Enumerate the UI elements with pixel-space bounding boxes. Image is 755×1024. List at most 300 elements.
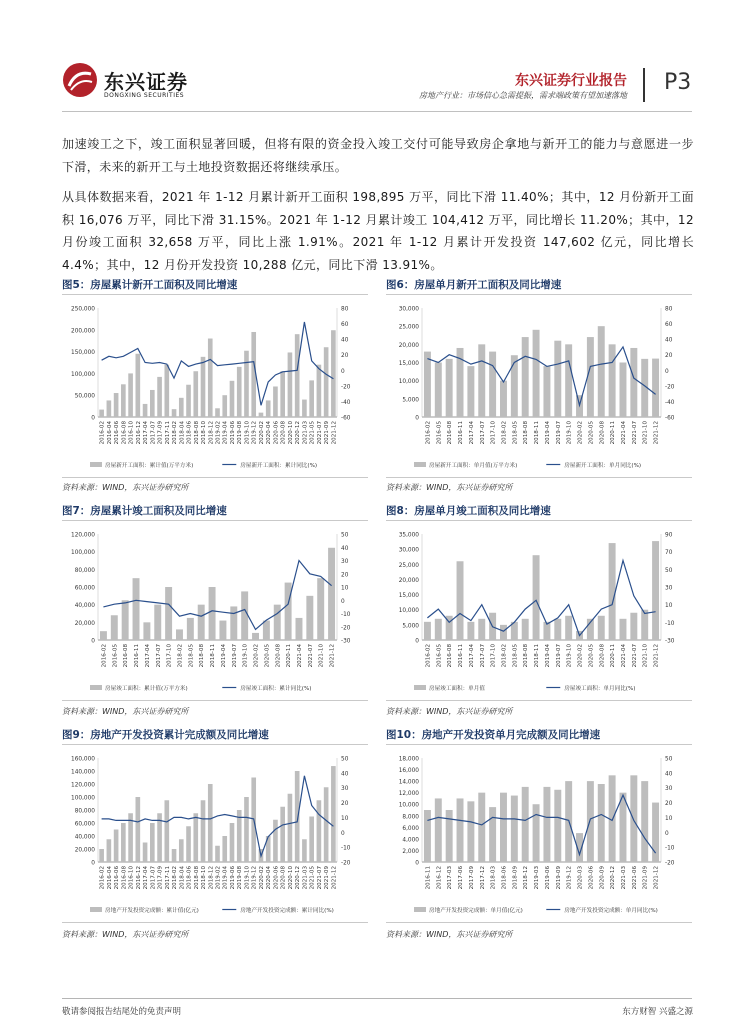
x-tick-label: 2019-08 xyxy=(237,421,244,445)
figure-8-title: 图8：房屋单月竣工面积及同比增速 xyxy=(386,505,551,517)
y-tick-label-left: 25,000 xyxy=(398,562,419,569)
bar xyxy=(201,357,206,417)
bar xyxy=(598,326,605,417)
logo-text-cn: 东兴证券 xyxy=(104,70,188,94)
x-tick-label: 2021-03 xyxy=(621,866,627,890)
bar xyxy=(288,794,293,862)
y-tick-label-right: 20 xyxy=(665,801,673,808)
x-tick-label: 2016-12 xyxy=(436,866,443,890)
x-tick-label: 2018-08 xyxy=(523,644,530,668)
legend-label-bar: 房屋新开工面积：累计值(万平方米) xyxy=(105,463,194,469)
bar xyxy=(630,348,637,417)
y-tick-label-left: 120,000 xyxy=(71,782,95,789)
x-tick-label: 2020-09 xyxy=(599,866,606,890)
x-tick-label: 2017-07 xyxy=(479,644,486,668)
y-tick-label-right: 20 xyxy=(665,353,673,360)
bar xyxy=(222,836,227,862)
bar xyxy=(172,409,177,417)
x-tick-label: 2018-11 xyxy=(210,644,217,668)
y-tick-label-right: 50 xyxy=(665,756,673,763)
y-tick-label-left: 60,000 xyxy=(74,585,95,592)
x-tick-label: 2016-02 xyxy=(99,866,106,890)
bar xyxy=(309,817,314,863)
bar xyxy=(121,823,126,862)
bar xyxy=(652,359,659,417)
bar xyxy=(554,341,561,417)
x-tick-label: 2019-07 xyxy=(231,644,238,668)
bar xyxy=(100,631,107,640)
bar xyxy=(172,849,177,862)
x-tick-label: 2019-12 xyxy=(251,866,258,890)
bar xyxy=(302,839,307,862)
x-tick-label: 2016-10 xyxy=(128,421,135,445)
y-tick-label-left: 0 xyxy=(415,415,419,422)
x-tick-label: 2018-12 xyxy=(208,421,215,445)
legend-swatch-bar xyxy=(90,907,102,912)
figure-rule xyxy=(62,700,368,701)
x-tick-label: 2019-10 xyxy=(242,644,249,668)
bar xyxy=(565,344,572,417)
x-tick-label: 2019-04 xyxy=(222,421,229,445)
figure-9-title: 图9：房地产开发投资累计完成额及同比增速 xyxy=(62,729,269,741)
y-tick-label-right: 10 xyxy=(665,815,673,822)
x-tick-label: 2018-12 xyxy=(523,866,530,890)
bar xyxy=(143,404,148,417)
x-tick-label: 2016-02 xyxy=(99,421,106,445)
x-tick-label: 2019-12 xyxy=(251,421,258,445)
y-tick-label-right: 40 xyxy=(341,337,349,344)
x-tick-label: 2021-10 xyxy=(318,644,325,668)
bar xyxy=(193,813,198,862)
y-tick-label-right: 80 xyxy=(341,306,349,313)
bar xyxy=(331,330,336,417)
figure-5-title: 图5：房屋累计新开工面积及同比增速 xyxy=(62,279,238,291)
x-tick-label: 2018-06 xyxy=(501,866,508,890)
header-divider xyxy=(643,68,645,102)
x-tick-label: 2020-06 xyxy=(273,421,280,445)
bar xyxy=(288,352,293,417)
y-tick-label-left: 100,000 xyxy=(71,371,95,378)
y-tick-label-right: 20 xyxy=(341,572,349,579)
figure-7-source: 资料来源：WIND，东兴证券研究所 xyxy=(62,707,189,716)
x-tick-label: 2017-04 xyxy=(143,421,150,445)
y-tick-label-left: 80,000 xyxy=(74,567,95,574)
bar xyxy=(215,408,220,417)
y-tick-label-left: 10,000 xyxy=(398,379,419,386)
x-tick-label: 2018-08 xyxy=(193,421,200,445)
x-tick-label: 2019-10 xyxy=(244,866,251,890)
x-tick-label: 2019-10 xyxy=(566,421,573,445)
x-tick-label: 2017-07 xyxy=(150,421,157,445)
bar xyxy=(309,380,314,417)
figure-9-chart xyxy=(62,750,367,920)
bar xyxy=(230,381,235,417)
x-tick-label: 2018-10 xyxy=(201,866,207,890)
x-tick-label: 2018-02 xyxy=(501,644,508,668)
bar xyxy=(295,771,300,862)
x-tick-label: 2016-06 xyxy=(114,421,121,445)
y-tick-label-left: 35,000 xyxy=(398,532,419,539)
figure-rule xyxy=(62,520,368,521)
x-tick-label: 2019-07 xyxy=(555,421,562,445)
figure-5-chart xyxy=(62,300,367,475)
x-tick-label: 2018-06 xyxy=(186,421,193,445)
legend-swatch-bar xyxy=(90,462,102,467)
x-tick-label: 2017-07 xyxy=(150,866,157,890)
x-tick-label: 2019-07 xyxy=(555,644,562,668)
bar xyxy=(230,823,235,862)
y-tick-label-right: 20 xyxy=(341,353,349,360)
x-tick-label: 2020-02 xyxy=(577,644,584,668)
y-tick-label-left: 0 xyxy=(415,638,419,645)
legend-label-line: 房屋新开工面积：单月同比(%) xyxy=(564,463,642,469)
bar xyxy=(641,781,648,862)
y-tick-label-right: -60 xyxy=(341,415,351,422)
legend-label-line: 房屋竣工面积：累计同比(%) xyxy=(240,686,312,692)
bar xyxy=(128,373,133,417)
x-tick-label: 2018-02 xyxy=(501,421,508,445)
x-tick-label: 2019-10 xyxy=(566,644,573,668)
bar xyxy=(150,823,155,862)
y-tick-label-right: -20 xyxy=(665,860,675,867)
figure-6-chart xyxy=(386,300,691,475)
company-logo xyxy=(62,62,98,98)
bar xyxy=(533,330,540,417)
bar xyxy=(295,334,300,417)
y-tick-label-left: 140,000 xyxy=(71,769,95,776)
y-tick-label-left: 200,000 xyxy=(71,328,95,335)
y-tick-label-left: 20,000 xyxy=(74,847,95,854)
y-tick-label-left: 60,000 xyxy=(74,821,95,828)
x-tick-label: 2021-09 xyxy=(642,866,649,890)
y-tick-label-right: -10 xyxy=(665,845,675,852)
y-tick-label-left: 0 xyxy=(415,860,419,867)
x-tick-label: 2021-12 xyxy=(331,421,338,445)
x-tick-label: 2021-10 xyxy=(642,421,649,445)
bar xyxy=(266,400,271,417)
x-tick-label: 2020-02 xyxy=(577,421,584,445)
bar xyxy=(186,826,191,862)
y-tick-label-right: 50 xyxy=(665,567,673,574)
x-tick-label: 2016-08 xyxy=(121,421,128,445)
x-tick-label: 2020-02 xyxy=(253,644,260,668)
x-tick-label: 2018-06 xyxy=(186,866,193,890)
x-tick-label: 2017-07 xyxy=(155,644,162,668)
legend-label-line: 房地产开发投资完成额：累计同比(%) xyxy=(240,908,334,914)
x-tick-label: 2018-04 xyxy=(179,866,186,890)
y-tick-label-left: 0 xyxy=(91,860,95,867)
y-tick-label-right: 20 xyxy=(341,801,349,808)
x-tick-label: 2016-12 xyxy=(135,866,142,890)
bar xyxy=(259,413,264,417)
y-tick-label-left: 120,000 xyxy=(71,532,95,539)
y-tick-label-left: 14,000 xyxy=(398,779,419,786)
x-tick-label: 2021-07 xyxy=(316,866,323,890)
x-tick-label: 2016-05 xyxy=(436,421,443,445)
x-tick-label: 2020-02 xyxy=(259,866,265,890)
figure-rule xyxy=(62,477,368,478)
x-tick-label: 2020-06 xyxy=(588,866,595,890)
y-tick-label-left: 2,000 xyxy=(402,848,419,855)
y-tick-label-left: 16,000 xyxy=(398,768,419,775)
y-tick-label-right: 10 xyxy=(341,815,349,822)
y-tick-label-left: 18,000 xyxy=(398,756,419,763)
x-tick-label: 2020-05 xyxy=(588,421,595,445)
bar xyxy=(193,371,198,417)
x-tick-label: 2020-02 xyxy=(259,421,265,445)
y-tick-label-left: 4,000 xyxy=(402,837,419,844)
bar xyxy=(478,793,485,862)
bar xyxy=(230,606,237,640)
bar xyxy=(111,615,118,640)
bar xyxy=(133,578,140,640)
legend-swatch-bar xyxy=(414,462,426,467)
y-tick-label-right: 40 xyxy=(341,545,349,552)
figure-7-title: 图7：房屋累计竣工面积及同比增速 xyxy=(62,505,227,517)
bar xyxy=(446,359,453,417)
y-tick-label-left: 15,000 xyxy=(398,593,419,600)
bar xyxy=(435,619,442,640)
x-tick-label: 2017-10 xyxy=(490,421,497,445)
bar xyxy=(500,625,507,640)
x-tick-label: 2019-04 xyxy=(222,866,229,890)
x-tick-label: 2018-09 xyxy=(512,866,519,890)
x-tick-label: 2018-02 xyxy=(172,421,178,445)
y-tick-label-right: 50 xyxy=(341,532,349,539)
bar xyxy=(598,784,605,862)
x-tick-label: 2017-07 xyxy=(479,421,486,445)
x-tick-label: 2017-12 xyxy=(479,866,486,890)
bar xyxy=(424,622,431,640)
bar xyxy=(107,839,112,862)
x-tick-label: 2018-03 xyxy=(490,866,497,890)
legend-label-bar: 房屋新开工面积：单月值(万平方米) xyxy=(429,463,518,469)
x-tick-label: 2018-12 xyxy=(208,866,215,890)
bar xyxy=(641,610,648,640)
figure-rule xyxy=(62,744,368,745)
y-tick-label-right: -60 xyxy=(665,415,675,422)
y-tick-label-right: -10 xyxy=(341,845,351,852)
legend-label-line: 房屋新开工面积：累计同比(%) xyxy=(240,463,318,469)
bar xyxy=(533,804,540,862)
x-tick-label: 2020-08 xyxy=(599,644,606,668)
bar xyxy=(157,377,162,417)
x-tick-label: 2016-08 xyxy=(447,644,454,668)
bar xyxy=(99,849,104,862)
x-tick-label: 2020-12 xyxy=(295,421,302,445)
bar xyxy=(165,587,172,640)
legend-swatch-bar xyxy=(414,907,426,912)
bar xyxy=(331,766,336,862)
x-tick-label: 2021-07 xyxy=(631,644,638,668)
x-tick-label: 2016-05 xyxy=(112,644,119,668)
bar xyxy=(554,790,561,862)
x-tick-label: 2018-08 xyxy=(523,421,530,445)
bar xyxy=(274,605,281,640)
x-tick-label: 2020-08 xyxy=(599,421,606,445)
x-tick-label: 2021-12 xyxy=(331,866,338,890)
bar xyxy=(328,548,335,640)
x-tick-label: 2018-04 xyxy=(179,421,186,445)
x-tick-label: 2018-05 xyxy=(188,644,195,668)
y-tick-label-left: 100,000 xyxy=(71,550,95,557)
bar xyxy=(620,793,627,862)
y-tick-label-left: 40,000 xyxy=(74,603,95,610)
bar xyxy=(609,344,616,417)
x-tick-label: 2020-04 xyxy=(266,421,273,445)
report-subtitle: 房地产行业：市场信心急需提振，需求端政策有望加速落地 xyxy=(419,91,627,100)
x-tick-label: 2016-12 xyxy=(135,421,142,445)
y-tick-label-left: 5,000 xyxy=(402,623,419,630)
report-title: 东兴证券行业报告 xyxy=(515,73,627,89)
bar xyxy=(273,820,278,862)
bar xyxy=(201,800,206,862)
bar xyxy=(215,846,220,862)
paragraph-1: 加速竣工之下，竣工面积显著回暖，但将有限的资金投入竣工交付可能导致房企拿地与新开工的能力与意愿进一步下滑，未来的新开工与土地投资数据还将继续承压。 xyxy=(62,137,694,174)
x-tick-label: 2021-10 xyxy=(642,644,649,668)
x-tick-label: 2020-06 xyxy=(273,866,280,890)
y-tick-label-left: 6,000 xyxy=(402,825,419,832)
x-tick-label: 2018-05 xyxy=(512,644,519,668)
header-rule xyxy=(62,111,692,112)
x-tick-label: 2021-07 xyxy=(631,421,638,445)
legend-label-bar: 房屋竣工面积：累计值(万平方米) xyxy=(105,686,188,692)
x-tick-label: 2018-02 xyxy=(177,644,184,668)
figure-rule xyxy=(386,294,692,295)
bar xyxy=(317,800,322,862)
x-tick-label: 2017-11 xyxy=(164,421,171,445)
footer-rule xyxy=(62,998,692,999)
x-tick-label: 2021-06 xyxy=(631,866,638,890)
x-tick-label: 2021-07 xyxy=(307,644,314,668)
x-tick-label: 2021-12 xyxy=(329,644,336,668)
y-tick-label-left: 160,000 xyxy=(71,756,95,763)
bar xyxy=(435,798,442,862)
bar xyxy=(467,801,474,862)
y-tick-label-right: 30 xyxy=(341,786,349,793)
x-tick-label: 2021-05 xyxy=(309,421,316,445)
x-tick-label: 2019-04 xyxy=(544,644,551,668)
y-tick-label-left: 50,000 xyxy=(74,393,95,400)
bar xyxy=(478,344,485,417)
bar xyxy=(296,618,303,640)
bar xyxy=(222,395,227,417)
x-tick-label: 2019-06 xyxy=(544,866,551,890)
x-tick-label: 2018-05 xyxy=(512,421,519,445)
legend-swatch-bar xyxy=(414,685,426,690)
x-tick-label: 2020-11 xyxy=(610,644,617,668)
y-tick-label-right: -40 xyxy=(665,399,675,406)
x-tick-label: 2020-05 xyxy=(264,644,271,668)
x-tick-label: 2021-04 xyxy=(621,421,627,445)
bar xyxy=(620,619,627,640)
x-tick-label: 2021-12 xyxy=(653,644,660,668)
bar xyxy=(164,365,169,417)
x-tick-label: 2020-12 xyxy=(610,866,617,890)
figure-rule xyxy=(62,294,368,295)
bar xyxy=(446,810,453,862)
bar xyxy=(208,784,213,862)
bar xyxy=(324,347,329,417)
x-tick-label: 2019-12 xyxy=(566,866,573,890)
y-tick-label-left: 30,000 xyxy=(398,547,419,554)
x-tick-label: 2020-08 xyxy=(280,866,287,890)
legend-swatch-bar xyxy=(90,685,102,690)
y-tick-label-right: 50 xyxy=(341,756,349,763)
x-tick-label: 2016-08 xyxy=(123,644,130,668)
figure-8-source: 资料来源：WIND，东兴证券研究所 xyxy=(386,707,513,716)
figure-rule xyxy=(386,520,692,521)
x-tick-label: 2017-04 xyxy=(144,644,151,668)
figure-6-source: 资料来源：WIND，东兴证券研究所 xyxy=(386,483,513,492)
bar xyxy=(107,400,112,417)
x-tick-label: 2020-11 xyxy=(610,421,617,445)
x-tick-label: 2017-03 xyxy=(447,866,454,890)
y-tick-label-left: 20,000 xyxy=(398,342,419,349)
x-tick-label: 2020-10 xyxy=(287,866,294,890)
bar xyxy=(543,366,550,417)
bar xyxy=(280,371,285,417)
y-tick-label-right: 10 xyxy=(665,603,673,610)
x-tick-label: 2020-10 xyxy=(287,421,294,445)
x-tick-label: 2020-11 xyxy=(286,644,293,668)
x-tick-label: 2017-09 xyxy=(468,866,475,890)
bar xyxy=(435,363,442,418)
x-tick-label: 2018-08 xyxy=(199,644,206,668)
x-tick-label: 2017-04 xyxy=(468,644,475,668)
x-tick-label: 2016-11 xyxy=(458,644,464,668)
figure-10-chart xyxy=(386,750,691,920)
x-tick-label: 2021-12 xyxy=(653,866,660,890)
y-tick-label-right: 0 xyxy=(665,368,669,375)
y-tick-label-right: -20 xyxy=(341,860,351,867)
x-tick-label: 2018-10 xyxy=(201,421,207,445)
x-tick-label: 2018-11 xyxy=(534,644,541,668)
x-tick-label: 2019-03 xyxy=(534,866,541,890)
x-tick-label: 2019-02 xyxy=(215,421,222,445)
x-tick-label: 2020-08 xyxy=(280,421,287,445)
bar xyxy=(154,605,161,640)
x-tick-label: 2019-10 xyxy=(244,421,251,445)
bar xyxy=(143,843,148,863)
x-tick-label: 2016-11 xyxy=(458,421,464,445)
x-tick-label: 2019-08 xyxy=(237,866,244,890)
figure-8-chart xyxy=(386,526,691,698)
x-tick-label: 2021-04 xyxy=(621,644,627,668)
figure-10-title: 图10：房地产开发投资单月完成额及同比增速 xyxy=(386,729,601,741)
figure-6-title: 图6：房屋单月新开工面积及同比增速 xyxy=(386,279,562,291)
figure-rule xyxy=(386,700,692,701)
x-tick-label: 2017-10 xyxy=(166,644,173,668)
y-tick-label-right: -30 xyxy=(665,638,675,645)
x-tick-label: 2021-04 xyxy=(297,644,303,668)
y-tick-label-left: 150,000 xyxy=(71,350,95,357)
y-tick-label-right: 0 xyxy=(341,830,345,837)
x-tick-label: 2018-02 xyxy=(172,866,178,890)
bar xyxy=(565,616,572,640)
bar xyxy=(630,775,637,862)
footer-slogan: 东方财智 兴盛之源 xyxy=(622,1007,693,1017)
y-tick-label-right: -20 xyxy=(341,625,351,632)
x-tick-label: 2016-04 xyxy=(106,866,113,890)
bar xyxy=(424,352,431,417)
bar xyxy=(263,621,270,640)
y-tick-label-right: 30 xyxy=(341,559,349,565)
bar xyxy=(500,793,507,862)
x-tick-label: 2021-05 xyxy=(309,866,316,890)
bar xyxy=(317,365,322,417)
bar xyxy=(241,591,248,640)
